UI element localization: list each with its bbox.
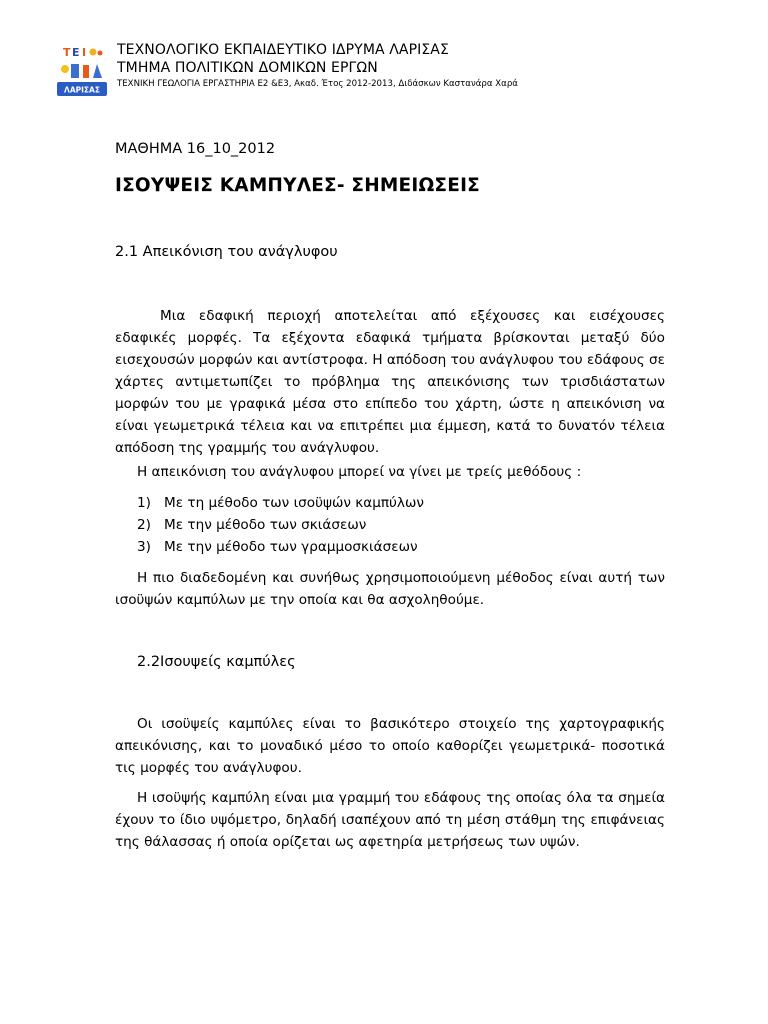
svg-text:E: E xyxy=(72,46,80,59)
list-item xyxy=(137,514,424,536)
section-heading-2-2: 2.2Ισουψείς καμπύλες xyxy=(137,654,296,670)
institution-logo xyxy=(55,44,109,98)
paragraph: Η πιο διαδεδομένη και συνήθως χρησιμοποιούμενη μέθοδος είναι αυτή των ισοϋψών καμπύλων με την οποία και θα ασχοληθούμε. xyxy=(115,570,665,608)
lesson-date: ΜΑΘΗΜΑ 16_10_2012 xyxy=(115,141,276,157)
list-item xyxy=(137,492,424,514)
institution-name: ΤΕΧΝΟΛΟΓΙΚΟ ΕΚΠΑΙΔΕΥΤΙΚΟ ΙΔΡΥΜΑ ΛΑΡΙΣΑΣ xyxy=(117,42,449,58)
section-heading-2-1: 2.1 Απεικόνιση του ανάγλυφου xyxy=(115,244,338,260)
methods-list xyxy=(137,492,424,558)
svg-text:T: T xyxy=(63,46,71,59)
paragraph: Μια εδαφική περιοχή αποτελείται από εξέχουσες και εισέχουσες εδαφικές μορφές. Τα εξέχοντα εδαφικά τμήματα βρίσκονται μεταξύ δύο εισεχουσών μορφών και αντίστροφα. Η απόδοση του ανάγλυφου του εδάφους σε χάρτες αντιμετωπίζει το πρόβλημα της απεικόνισης των τρισδιάστατων μορφών του με γραφικά μέσα στο επίπεδο του χάρτη, ώστε η απεικόνιση να είναι γεωμετρικά τέλεια και να επιτρέπει μια έμμεση, κατά το δυνατόν τέλεια απόδοση της γραμμής του ανάγλυφου. xyxy=(115,308,665,456)
department-name: ΤΜΗΜΑ ΠΟΛΙΤΙΚΩΝ ΔΟΜΙΚΩΝ ΕΡΓΩΝ xyxy=(117,60,378,76)
logo-caption: ΛΑΡΙΣΑΣ xyxy=(64,85,100,95)
course-info: ΤΕΧΝΙΚΗ ΓΕΩΛΟΓΙΑ ΕΡΓΑΣΤΗΡΙΑ Ε2 &Ε3, Ακαδ. Έτος 2012-2013, Διδάσκων Κασταν‍άρα Χαρά xyxy=(117,79,518,89)
document-title: ΙΣΟΥΨΕΙΣ ΚΑΜΠΥΛΕΣ- ΣΗΜΕΙΩΣΕΙΣ xyxy=(115,175,480,196)
paragraph: Η ισοϋψής καμπύλη είναι μια γραμμή του εδάφους της οποίας όλα τα σημεία έχουν το ίδιο υψόμετρο, δηλαδή ισαπέχουν από τη μέση στάθμη της επιφάνειας της θάλασσας ή οποία ορίζεται ως αφετηρία μετρήσεως των υψών. xyxy=(115,790,665,850)
svg-text:I: I xyxy=(82,46,87,59)
list-number: 1) xyxy=(137,495,151,511)
list-text: Με τη μέθοδο των ισοϋψών καμπύλων xyxy=(164,495,424,511)
paragraph: Οι ισοϋψείς καμπύλες είναι το βασικότερο στοιχείο της χαρτογραφικής απεικόνισης, και το μοναδικό μέσο το οποίο καθορίζει γεωμετρικά- ποσοτικά τις μορφές του ανάγλυφου. xyxy=(115,716,665,776)
paragraph: Η απεικόνιση του ανάγλυφου μπορεί να γίνει με τρείς μεθόδους : xyxy=(137,464,582,480)
list-item xyxy=(137,536,424,558)
list-number: 3) xyxy=(137,539,151,555)
list-number: 2) xyxy=(137,517,151,533)
list-text: Με την μέθοδο των σκιάσεων xyxy=(164,517,367,533)
list-text: Με την μέθοδο των γραμμοσκιάσεων xyxy=(164,539,418,555)
